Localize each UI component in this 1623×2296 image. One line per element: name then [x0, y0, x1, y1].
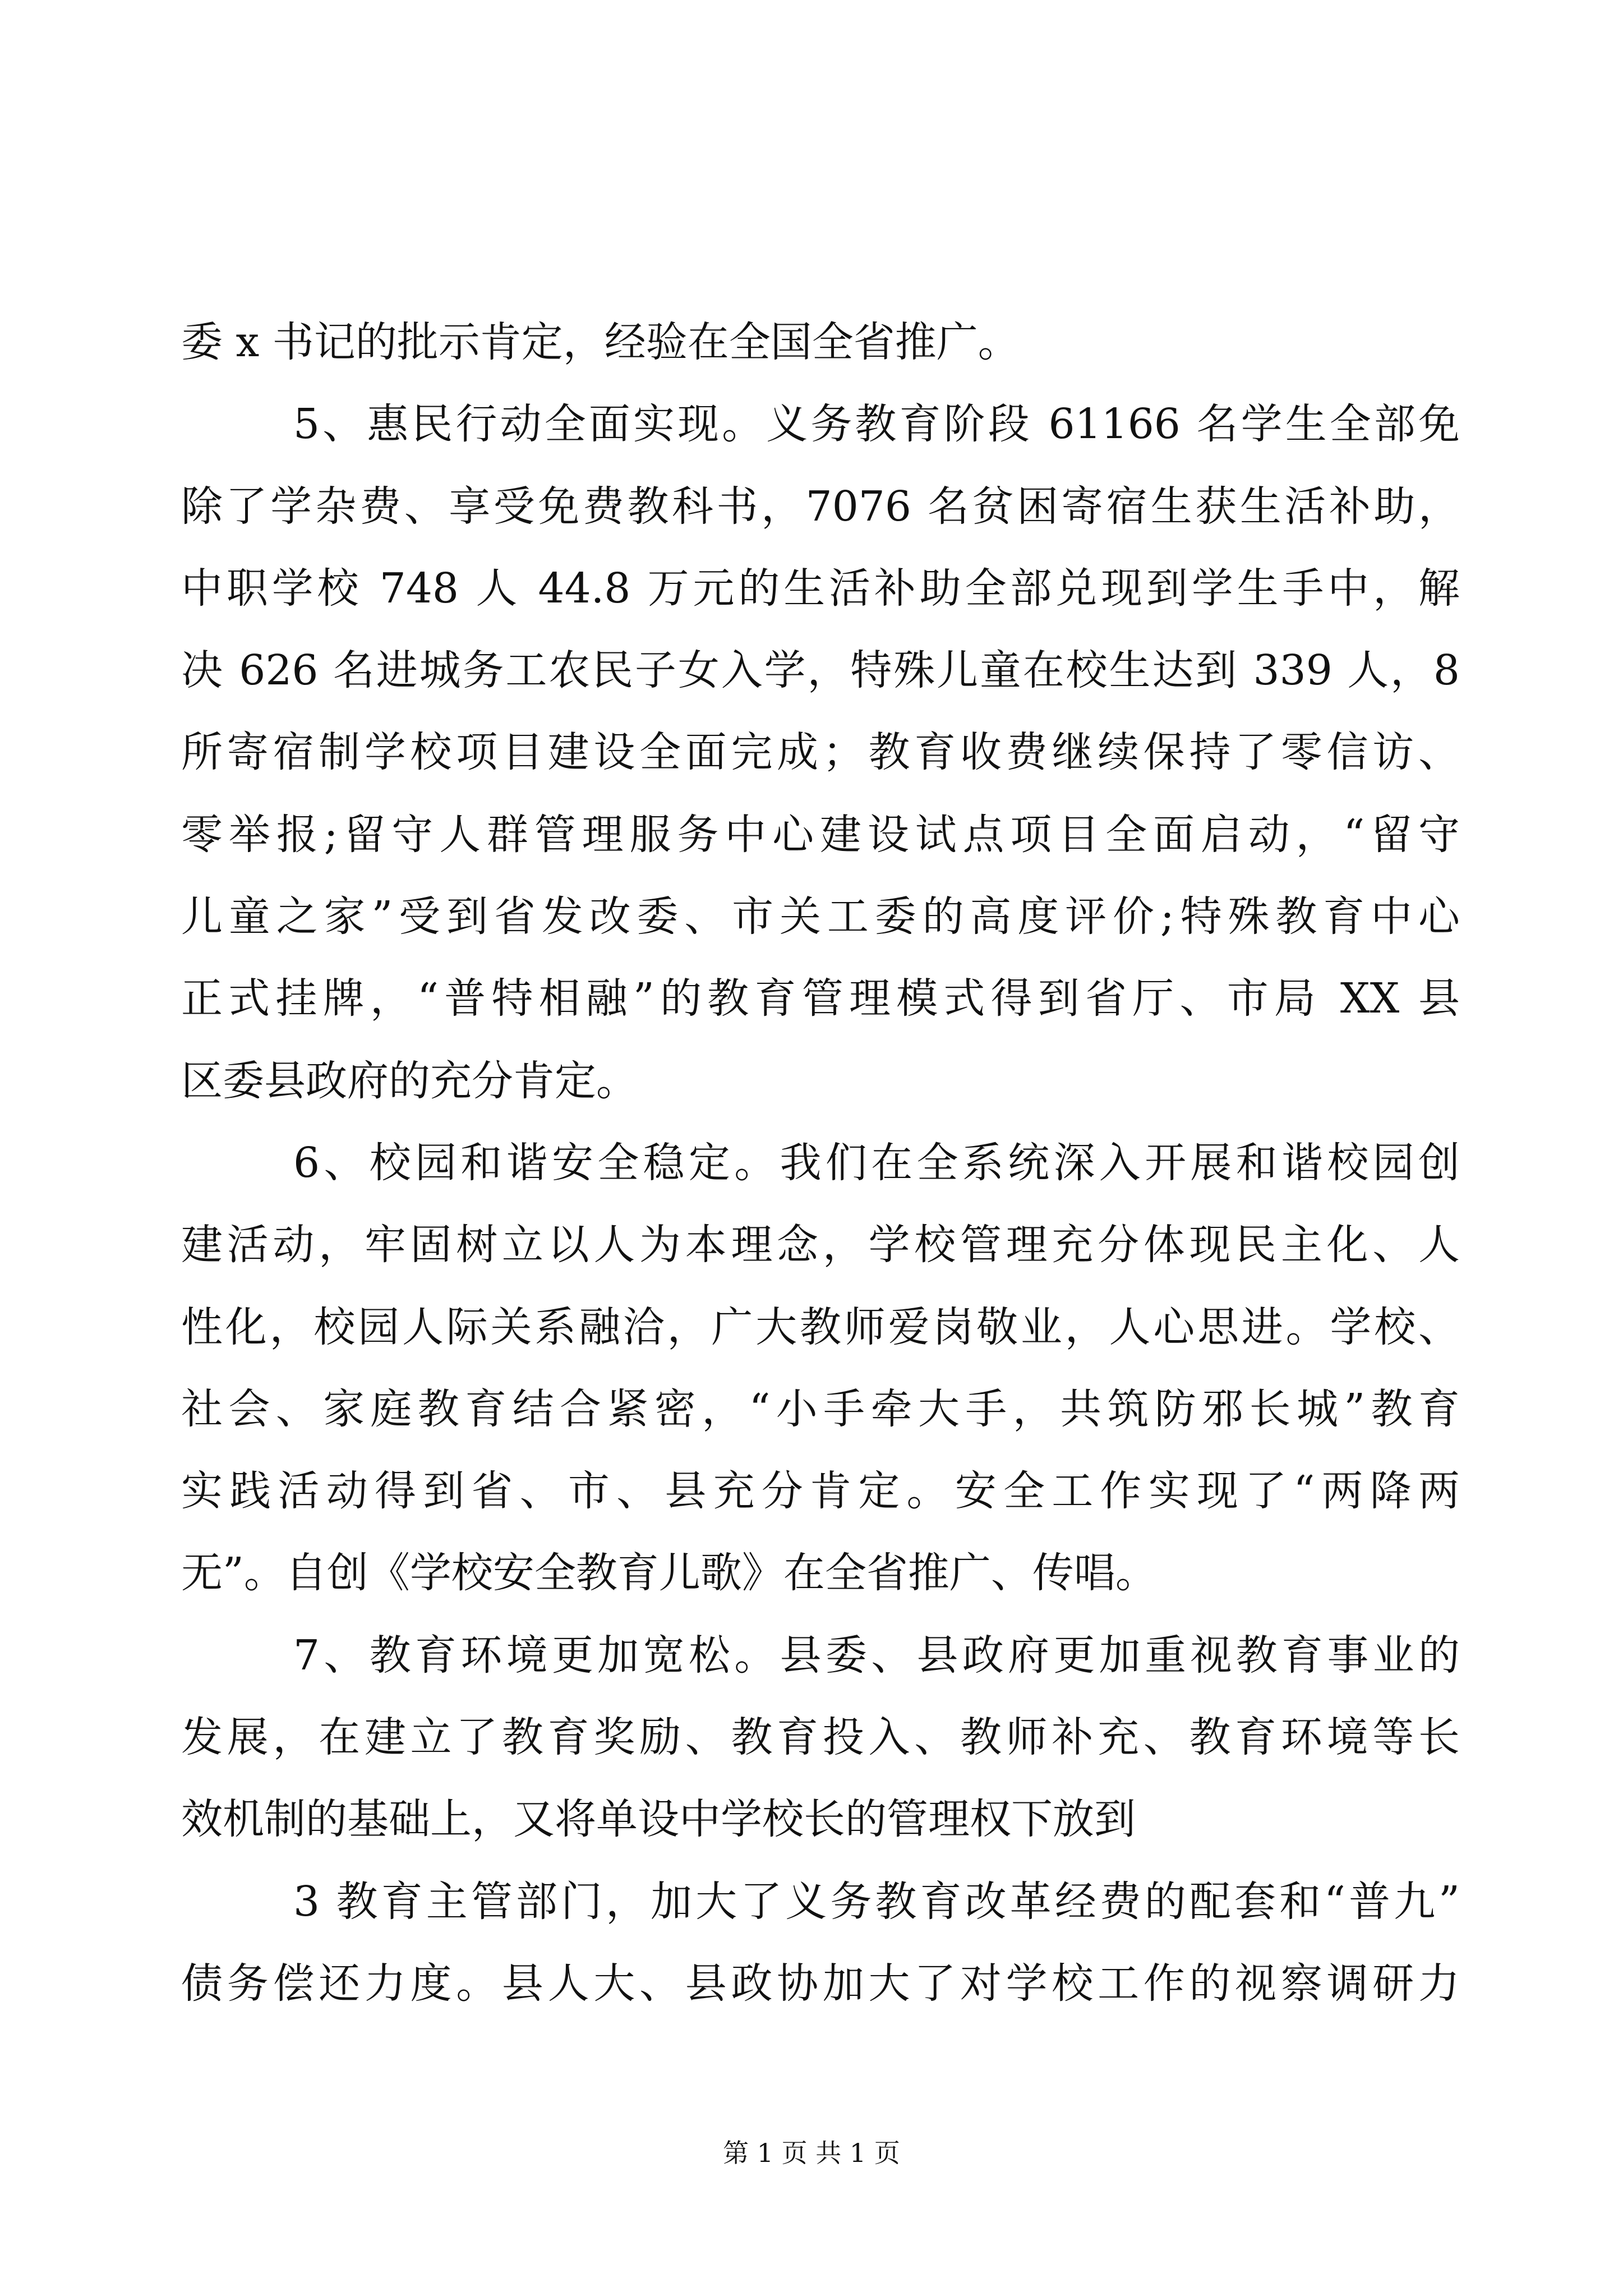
body-line: 6、校园和谐安全稳定。我们在全系统深入开展和谐校园创 [293, 1138, 1460, 1187]
page-number-indicator: 第 1 页 共 1 页 [723, 2138, 900, 2168]
page-footer [0, 2134, 1623, 2171]
body-line: 5、惠民行动全面实现。义务教育阶段 61166 名学生全部免 [293, 400, 1460, 449]
body-line: 建活动，牢固树立以人为本理念，学校管理充分体现民主化、人 [181, 1221, 1460, 1269]
body-line: 债务偿还力度。县人大、县政协加大了对学校工作的视察调研力 [181, 1959, 1460, 2008]
body-line: 儿童之家”受到省发改委、市关工委的高度评价;特殊教育中心 [181, 892, 1460, 941]
body-line: 效机制的基础上，又将单设中学校长的管理权下放到 [181, 1795, 1136, 1844]
body-line: 性化，校园人际关系融洽，广大教师爱岗敬业，人心思进。学校、 [181, 1303, 1460, 1351]
paragraph-continuation [181, 301, 1460, 383]
body-line: 决 626 名进城务工农民子女入学，特殊儿童在校生达到 339 人，8 [181, 646, 1460, 695]
body-line: 发展，在建立了教育奖励、教育投入、教师补充、教育环境等长 [181, 1713, 1460, 1762]
paragraph-5 [181, 383, 1460, 1122]
body-line: 无”。自创《学校安全教育儿歌》在全省推广、传唱。 [181, 1549, 1157, 1598]
body-line: 除了学杂费、享受免费教科书，7076 名贫困寄宿生获生活补助， [181, 482, 1460, 531]
body-line: 正式挂牌，“普特相融”的教育管理模式得到省厅、市局 XX 县 [181, 974, 1460, 1023]
body-line: 区委县政府的充分肯定。 [181, 1056, 638, 1105]
body-line: 委 x 书记的批示肯定，经验在全国全省推广。 [181, 318, 1020, 366]
body-line: 中职学校 748 人 44.8 万元的生活补助全部兑现到学生手中，解 [181, 564, 1460, 613]
body-line: 零举报;留守人群管理服务中心建设试点项目全面启动，“留守 [181, 810, 1460, 859]
paragraph-continued [181, 1861, 1460, 2025]
paragraph-7 [181, 1614, 1460, 1861]
body-line: 3 教育主管部门，加大了义务教育改革经费的配套和“普九” [293, 1877, 1460, 1926]
body-line: 社会、家庭教育结合紧密，“小手牵大手，共筑防邪长城”教育 [181, 1384, 1460, 1433]
body-line: 所寄宿制学校项目建设全面完成；教育收费继续保持了零信访、 [181, 728, 1460, 777]
body-line: 7、教育环境更加宽松。县委、县政府更加重视教育事业的 [293, 1631, 1460, 1680]
paragraph-6 [181, 1122, 1460, 1614]
document-body [181, 301, 1460, 2024]
body-line: 实践活动得到省、市、县充分肯定。安全工作实现了“两降两 [181, 1467, 1460, 1516]
